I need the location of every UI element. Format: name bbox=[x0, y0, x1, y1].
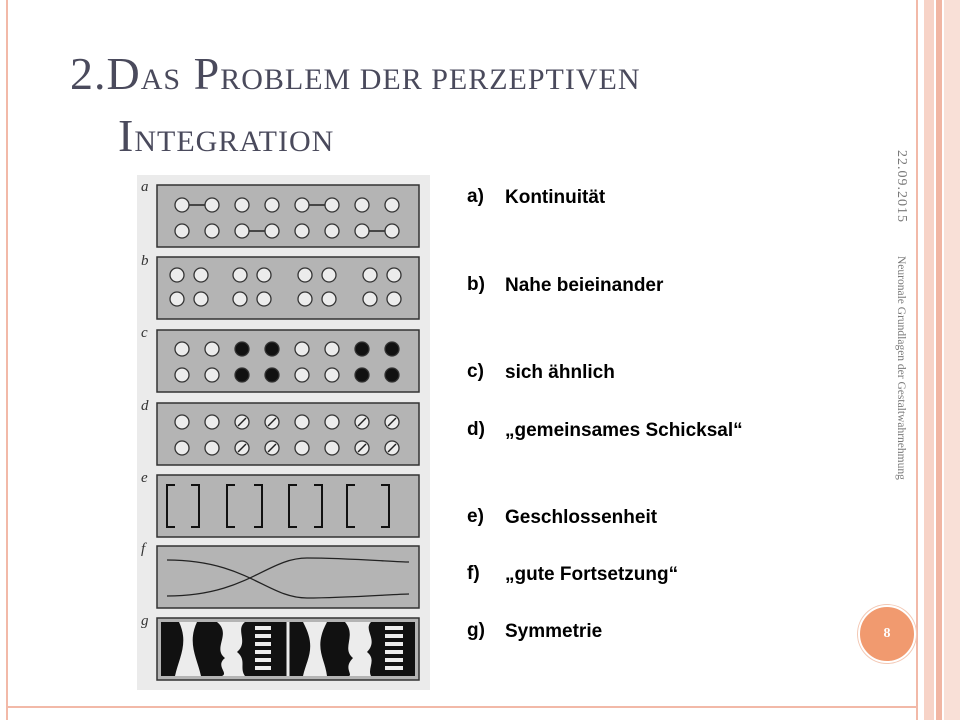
title-line-2 bbox=[70, 108, 870, 170]
figure-dot bbox=[325, 368, 339, 382]
decor-stripe bbox=[936, 0, 942, 720]
symmetry-shape bbox=[255, 650, 271, 654]
symmetry-shape bbox=[255, 658, 271, 662]
symmetry-shape bbox=[255, 634, 271, 638]
panel-letter: b bbox=[141, 253, 149, 269]
figure-panels bbox=[157, 185, 419, 680]
figure-dot bbox=[387, 268, 401, 282]
figure-dot bbox=[298, 268, 312, 282]
symmetry-shape bbox=[385, 626, 403, 630]
list-item-key: d) bbox=[467, 419, 485, 440]
list-item bbox=[467, 274, 805, 298]
figure-dot bbox=[355, 342, 369, 356]
figure-dot bbox=[385, 368, 399, 382]
figure-dot bbox=[355, 198, 369, 212]
list-item-text: Geschlossenheit bbox=[505, 507, 658, 528]
figure-dot bbox=[325, 342, 339, 356]
figure-dot bbox=[322, 268, 336, 282]
figure-dot bbox=[265, 368, 279, 382]
panel-letter: d bbox=[141, 398, 149, 414]
slide-footer: Neuronale Grundlagen der Gestaltwahrnehmung bbox=[895, 256, 907, 480]
title-line-1 bbox=[70, 48, 641, 99]
figure-panel bbox=[157, 403, 419, 465]
figure-dot bbox=[235, 198, 249, 212]
figure-dot bbox=[233, 292, 247, 306]
list-item-key: a) bbox=[467, 186, 484, 207]
frame-bottom-line bbox=[6, 706, 918, 708]
list-item-key: g) bbox=[467, 620, 485, 641]
figure-dot bbox=[385, 198, 399, 212]
figure-dot bbox=[205, 415, 219, 429]
decor-stripe bbox=[944, 0, 960, 720]
frame-left-line bbox=[6, 0, 8, 720]
figure-dot bbox=[175, 441, 189, 455]
figure-dot bbox=[175, 198, 189, 212]
figure-dot bbox=[205, 224, 219, 238]
title-part: AS bbox=[140, 63, 182, 96]
panel-letter: e bbox=[141, 470, 148, 486]
figure-dot bbox=[387, 292, 401, 306]
title-part: P bbox=[181, 48, 221, 99]
figure-dot bbox=[322, 292, 336, 306]
list-item-text: Nahe beieinander bbox=[505, 275, 664, 296]
figure-dot bbox=[295, 198, 309, 212]
list-item bbox=[467, 186, 805, 210]
figure-dot bbox=[355, 368, 369, 382]
figure-dot bbox=[295, 368, 309, 382]
slide-title bbox=[70, 46, 870, 170]
list-item bbox=[467, 361, 805, 385]
figure-panel bbox=[157, 546, 419, 608]
frame-right-line bbox=[916, 0, 918, 720]
figure-dot bbox=[295, 441, 309, 455]
list-item-key: f) bbox=[467, 563, 480, 584]
figure-dot bbox=[235, 368, 249, 382]
figure-dot bbox=[205, 342, 219, 356]
title-part: 2.D bbox=[70, 48, 141, 99]
figure-dot bbox=[175, 224, 189, 238]
figure-dot bbox=[295, 415, 309, 429]
figure-dot bbox=[175, 368, 189, 382]
figure-dot bbox=[205, 441, 219, 455]
list-item-text: Kontinuität bbox=[505, 187, 606, 208]
figure-dot bbox=[325, 441, 339, 455]
title-part: NTEGRATION bbox=[134, 125, 335, 158]
figure-dot bbox=[265, 198, 279, 212]
figure-dot bbox=[257, 268, 271, 282]
figure-dot bbox=[385, 224, 399, 238]
list-item-key: c) bbox=[467, 361, 484, 382]
symmetry-shape bbox=[385, 642, 403, 646]
decor-stripe bbox=[924, 0, 934, 720]
list-item bbox=[467, 506, 805, 530]
figure-dot bbox=[325, 415, 339, 429]
symmetry-shape bbox=[255, 626, 271, 630]
list-item-text: „gemeinsames Schicksal“ bbox=[505, 420, 743, 441]
figure-panel bbox=[157, 330, 419, 392]
figure-dot bbox=[205, 368, 219, 382]
symmetry-shape bbox=[385, 650, 403, 654]
symmetry-shape bbox=[255, 642, 271, 646]
list-item-text: „gute Fortsetzung“ bbox=[505, 564, 679, 585]
figure-dot bbox=[265, 342, 279, 356]
symmetry-shape bbox=[385, 658, 403, 662]
figure-dot bbox=[175, 415, 189, 429]
figure-dot bbox=[205, 198, 219, 212]
figure-dot bbox=[233, 268, 247, 282]
figure-panel bbox=[157, 257, 419, 319]
page-number-badge: 8 bbox=[858, 605, 916, 663]
figure-dot bbox=[170, 268, 184, 282]
list-item bbox=[467, 563, 805, 587]
figure-dot bbox=[325, 224, 339, 238]
panel-letter: c bbox=[141, 325, 148, 341]
symmetry-shape bbox=[385, 634, 403, 638]
list-item bbox=[467, 419, 805, 443]
list-item-key: e) bbox=[467, 506, 484, 527]
figure-dot bbox=[175, 342, 189, 356]
figure-dot bbox=[235, 224, 249, 238]
panel-letter: a bbox=[141, 179, 149, 195]
figure-dot bbox=[170, 292, 184, 306]
figure-panel bbox=[157, 185, 419, 247]
figure-dot bbox=[194, 268, 208, 282]
figure-dot bbox=[235, 342, 249, 356]
list-item-text: Symmetrie bbox=[505, 621, 603, 642]
gestalt-figure bbox=[137, 175, 430, 690]
symmetry-shape bbox=[255, 666, 271, 670]
title-part: ROBLEM DER PERZEPTIVEN bbox=[220, 63, 641, 96]
title-part: I bbox=[118, 110, 135, 161]
symmetry-shape bbox=[385, 666, 403, 670]
figure-dot bbox=[257, 292, 271, 306]
figure-dot bbox=[265, 224, 279, 238]
figure-dot bbox=[325, 198, 339, 212]
list-item-key: b) bbox=[467, 274, 485, 295]
list-item-text: sich ähnlich bbox=[505, 362, 615, 383]
panel-letter: g bbox=[141, 613, 149, 629]
panel-letter: f bbox=[141, 541, 146, 557]
figure-dot bbox=[363, 292, 377, 306]
figure-dot bbox=[385, 342, 399, 356]
figure-dot bbox=[295, 342, 309, 356]
figure-dot bbox=[355, 224, 369, 238]
figure-dot bbox=[363, 268, 377, 282]
figure-dot bbox=[298, 292, 312, 306]
figure-dot bbox=[295, 224, 309, 238]
list-item bbox=[467, 620, 805, 644]
figure-dot bbox=[194, 292, 208, 306]
slide-date: 22.09.2015 bbox=[894, 150, 909, 223]
